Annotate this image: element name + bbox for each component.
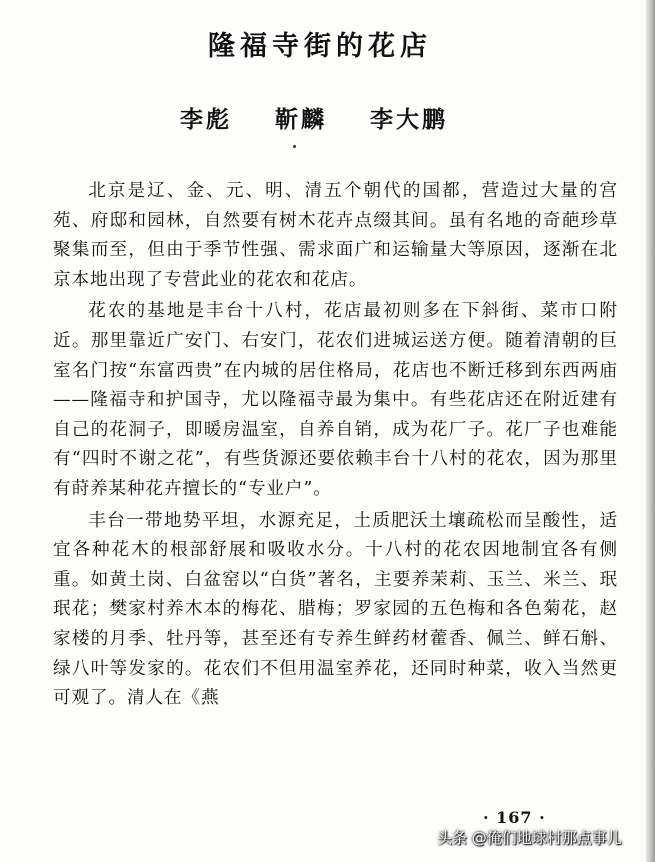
author-name: 李彪 — [180, 106, 232, 133]
body-paragraph: 丰台一带地势平坦，水源充足，土质肥沃土壤疏松而呈酸性，适宜各种花木的根部舒展和吸收水分。十八村的花农因地制宜各有侧重。如黄土岗、白盆窑以“白货”著名，主要养茉莉、玉兰、米兰、珉珉花；樊家村养木本的梅花、腊梅；罗家园的五色梅和各色菊花，赵家楼的月季、牡丹等，甚至还有专养生鲜药材藿香、佩兰、鲜石斛、绿八叶等发家的。花农们不但用温室养花，还同时种菜，收入当然更可观了。清人在《燕 — [53, 510, 618, 709]
body-paragraph: 花农的基地是丰台十八村，花店最初则多在下斜街、菜市口附近。那里靠近广安门、右安门，花农们进城运送方便。随着清朝的巨室名门按“东富西贵”在内城的居住格局，花店也不断迁移到东西两庙——隆福寺和护国寺，尤以隆福寺最为集中。有些花店还在附近建有自己的花洞子，即暖房温室，自养自销，成为花厂子。花厂子也难能有“四时不谢之花”，有些货源还要依赖丰台十八村的花农，因为那里有莳养某种花卉擅长的“专业户”。 — [53, 301, 618, 499]
author-name: 李大鹏 — [370, 106, 449, 133]
watermark-caption: 头条 @俺们地球村那点事儿 — [437, 829, 622, 847]
print-speck — [293, 145, 296, 148]
page-edge-shadow — [646, 0, 655, 862]
page-number: · 167 · — [483, 808, 546, 827]
author-line — [180, 101, 448, 134]
body-paragraph: 北京是辽、金、元、明、清五个朝代的国都，营造过大量的宫苑、府邸和园林，自然要有树木花卉点缀其间。虽有名地的奇葩珍草聚集而至，但由于季节性强、需求面广和运输量大等原因，逐渐在北京本地出现了专营此业的花农和花店。 — [53, 181, 618, 290]
author-name: 靳麟 — [275, 106, 328, 133]
article-body — [53, 177, 618, 716]
article-title: 隆福寺街的花店 — [208, 31, 432, 62]
